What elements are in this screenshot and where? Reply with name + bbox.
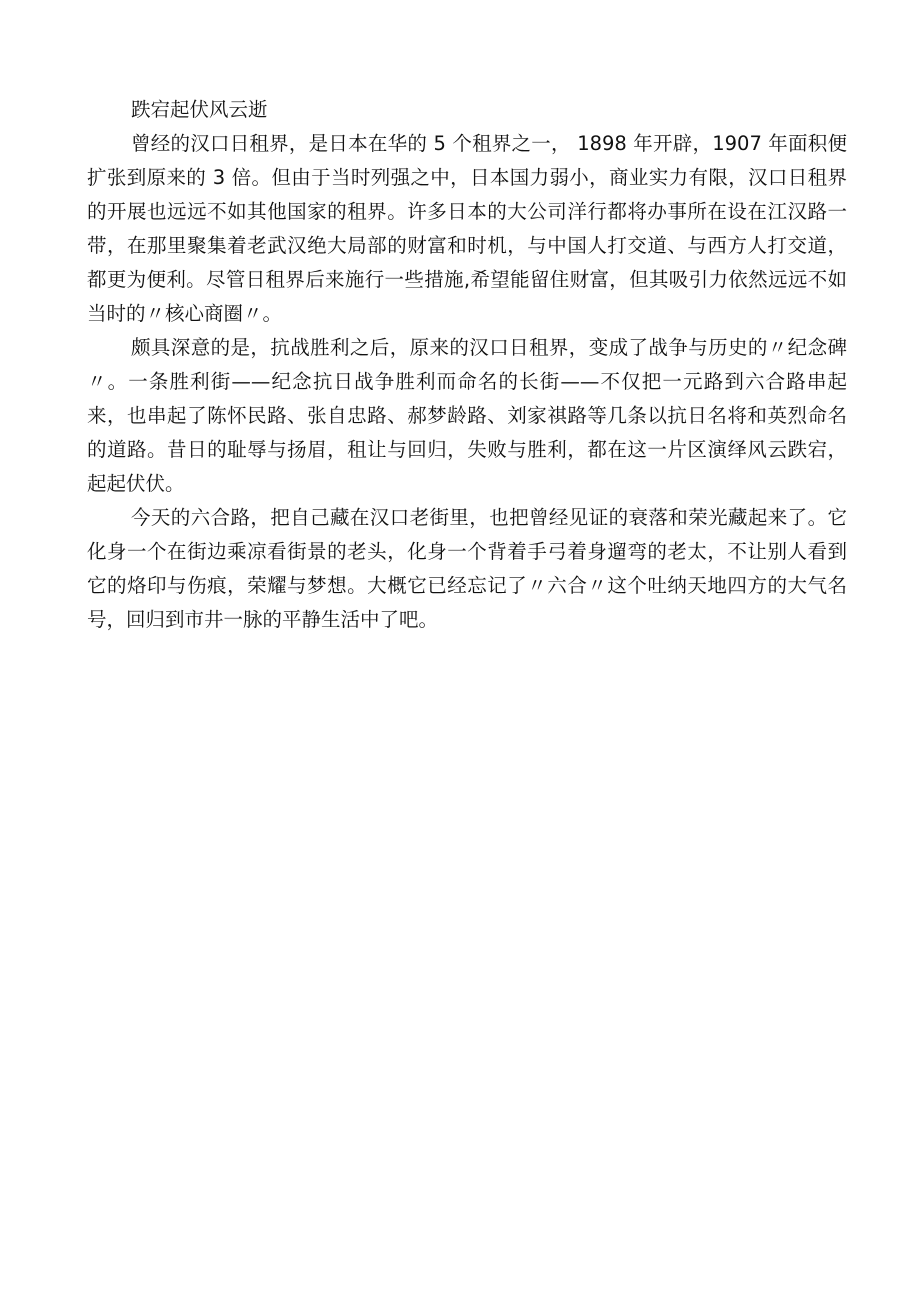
section-heading: 跌宕起伏风云逝 bbox=[131, 98, 268, 121]
paragraph-2: 颇具深意的是，抗战胜利之后，原来的汉口日租界，变成了战争与历史的〃纪念碑〃。一条胜利街——纪念抗日战争胜利而命名的长街——不仅把一元路到六合路串起来，也串起了陈怀民路、张自忠路、郝梦龄路、刘家祺路等几条以抗日名将和英烈命名的道路。昔日的耻辱与扬眉，租让与回归，失败与胜利，都在这一片区演绎风云跌宕，起起伏伏。 bbox=[87, 336, 847, 495]
document-body bbox=[87, 93, 847, 637]
paragraph-1: 曾经的汉口日租界，是日本在华的 5 个租界之一， 1898 年开辟，1907 年面积便扩张到原来的 3 倍。但由于当时列强之中，日本国力弱小，商业实力有限，汉口日租界的开展也远远不如其他国家的租界。许多日本的大公司洋行都将办事所在设在江汉路一带，在那里聚集着老武汉绝大局部的财富和时机，与中国人打交道、与西方人打交道，都更为便利。尽管日租界后来施行一些措施,希望能留住财富，但其吸引力依然远远不如当时的〃核心商圈〃。 bbox=[87, 132, 847, 325]
paragraph-3: 今天的六合路，把自己藏在汉口老街里，也把曾经见证的衰落和荣光藏起来了。它化身一个在街边乘凉看街景的老头，化身一个背着手弓着身遛弯的老太，不让别人看到它的烙印与伤痕，荣耀与梦想。大概它已经忘记了〃六合〃这个吐纳天地四方的大气名号，回归到市井一脉的平静生活中了吧。 bbox=[87, 506, 847, 631]
